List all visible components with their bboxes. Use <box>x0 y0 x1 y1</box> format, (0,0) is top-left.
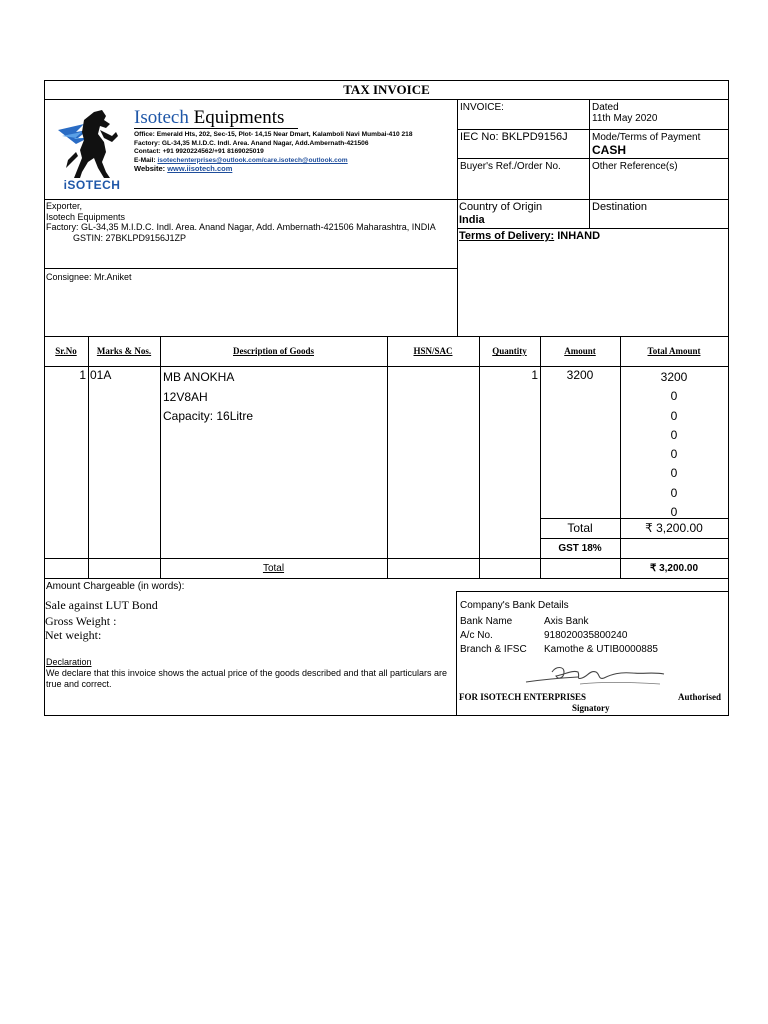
dated-label: Dated <box>592 102 619 113</box>
total-amount-cell: 0 <box>670 505 678 520</box>
description-line: MB ANOKHA <box>163 370 235 384</box>
company-name <box>134 107 298 129</box>
authorised-label: Authorised <box>678 692 722 702</box>
row-sr-no: 1 <box>79 368 86 382</box>
email-link[interactable]: isotechenterprises@outlook.com/care.isotech@outlook.com <box>157 156 348 164</box>
lut-bond-text: Sale against LUT Bond <box>45 598 158 612</box>
branch-ifsc-value: Kamothe & UTIB0000885 <box>544 644 658 655</box>
account-number-label: A/c No. <box>460 630 493 641</box>
declaration-title: Declaration <box>46 657 92 667</box>
grand-total-value: ₹ 3,200.00 <box>649 563 699 574</box>
branch-ifsc-label: Branch & IFSC <box>460 644 527 655</box>
col-header-amount: Amount <box>564 346 596 356</box>
email-label: E-Mail: <box>134 156 156 164</box>
invoice-label: INVOICE: <box>460 102 504 113</box>
mode-of-payment-label: Mode/Terms of Payment <box>592 132 701 143</box>
row-quantity: 1 <box>531 368 538 382</box>
col-header-total-amount: Total Amount <box>647 346 701 356</box>
company-factory: Factory: GL-34,35 M.I.D.C. Indl. Area. Anand Nagar, Add.Ambernath-421506 <box>134 139 369 147</box>
company-name-first: Isotech <box>134 107 189 128</box>
subtotal-label: Total <box>567 521 593 535</box>
other-ref-label: Other Reference(s) <box>592 161 678 172</box>
iec-number: IEC No: BKLPD9156J <box>460 131 568 143</box>
terms-of-delivery <box>459 230 600 242</box>
for-company-label: FOR ISOTECH ENTERPRISES <box>459 692 587 702</box>
consignee: Consignee: Mr.Aniket <box>46 272 132 282</box>
bank-name-value: Axis Bank <box>544 616 589 627</box>
buyer-ref-label: Buyer's Ref./Order No. <box>460 161 561 172</box>
signature-icon <box>520 660 670 690</box>
gst-label: GST 18% <box>558 543 602 554</box>
row-description <box>163 368 253 427</box>
country-of-origin-value: India <box>459 214 485 226</box>
website-link[interactable]: www.iisotech.com <box>167 164 233 174</box>
company-name-second: Equipments <box>193 107 285 128</box>
row-amount: 3200 <box>566 368 594 382</box>
col-header-marks: Marks & Nos. <box>96 346 152 356</box>
company-website-line <box>134 165 434 174</box>
country-of-origin-label: Country of Origin <box>459 201 543 213</box>
declaration-text: We declare that this invoice shows the actual price of the goods described and that all particulars are true and correct. <box>46 668 448 689</box>
bank-labels <box>460 615 527 657</box>
bank-values <box>544 615 658 657</box>
exporter-gstin: GSTIN: 27BKLPD9156J1ZP <box>73 232 187 243</box>
company-details <box>134 131 434 174</box>
col-header-hsn: HSN/SAC <box>413 346 453 356</box>
bank-name-label: Bank Name <box>460 616 513 627</box>
exporter-block <box>46 201 454 243</box>
isotech-logo <box>54 106 130 196</box>
description-line: 12V8AH <box>163 389 208 404</box>
gross-weight: Gross Weight : <box>45 614 117 628</box>
destination-label: Destination <box>592 201 648 213</box>
total-amount-cell: 0 <box>670 447 678 462</box>
company-contact: Contact: +91 9920224562/+91 8169025019 <box>134 148 264 156</box>
company-office: Office: Emerald Hts, 202, Sec-15, Plot- 14,15 Near Dmart, Kalamboli Navi Mumbai-410 218 <box>134 131 413 138</box>
exporter-address: Factory: GL-34,35 M.I.D.C. Indl. Area. Anand Nagar, Add. Ambernath-421506 Maharashtra, INDIA <box>46 222 436 232</box>
net-weight: Net weight: <box>45 628 102 642</box>
exporter-label: Exporter, <box>46 201 83 211</box>
terms-of-delivery-value: INHAND <box>557 230 601 242</box>
dated-value: 11th May 2020 <box>592 113 658 124</box>
logo-wordmark: iSOTECH <box>63 178 121 192</box>
total-amount-cell: 0 <box>670 389 678 404</box>
grand-total-label: Total <box>262 563 285 574</box>
terms-of-delivery-label: Terms of Delivery: <box>459 230 555 242</box>
account-number-value: 918020035800240 <box>544 630 628 641</box>
mode-of-payment-value: CASH <box>592 143 627 157</box>
total-amount-cell: 0 <box>670 466 678 481</box>
website-label: Website: <box>134 164 166 174</box>
invoice-title: TAX INVOICE <box>343 82 430 97</box>
subtotal-value: ₹ 3,200.00 <box>645 521 703 535</box>
col-header-quantity: Quantity <box>492 346 527 356</box>
total-amount-cell: 3200 <box>660 370 688 384</box>
exporter-name: Isotech Equipments <box>46 211 126 222</box>
total-amount-cell: 0 <box>670 427 678 442</box>
col-header-sr-no: Sr.No <box>55 346 77 356</box>
bank-details-title: Company's Bank Details <box>460 600 569 611</box>
amount-in-words-label: Amount Chargeable (in words): <box>46 581 185 592</box>
signatory-label: Signatory <box>572 703 610 713</box>
total-amount-cell: 0 <box>670 408 678 423</box>
total-amount-column <box>620 368 728 522</box>
description-line: Capacity: 16Litre <box>163 409 254 423</box>
row-marks: 01A <box>90 368 112 382</box>
col-header-description: Description of Goods <box>233 346 314 356</box>
total-amount-cell: 0 <box>670 485 678 500</box>
